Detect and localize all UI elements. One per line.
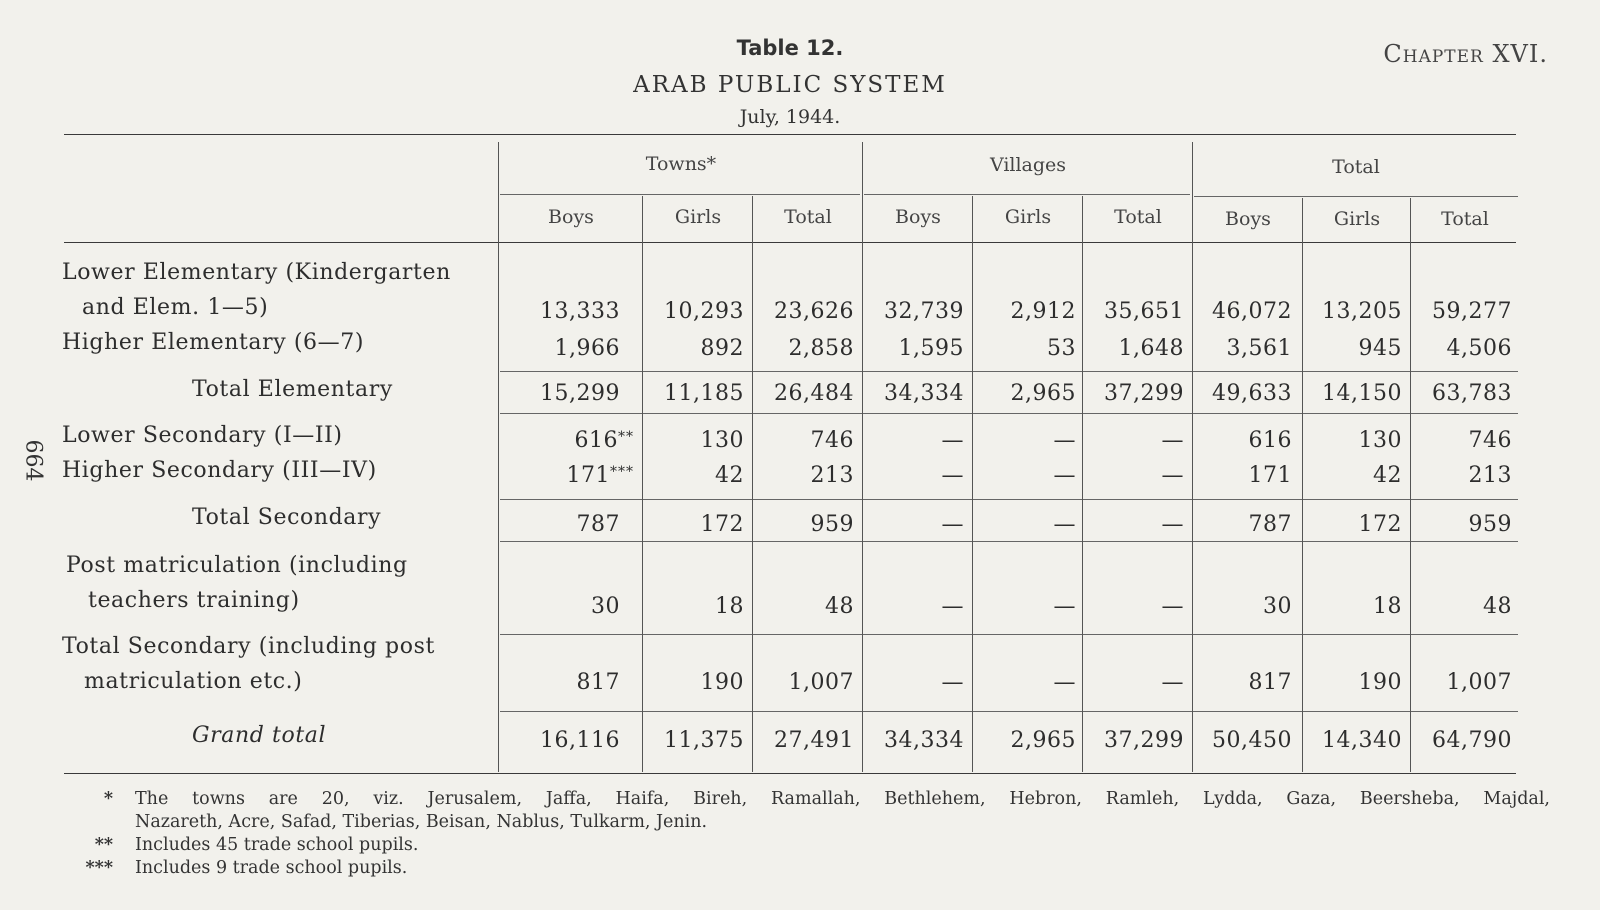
table-label: Table 12.: [736, 36, 844, 60]
footnote-mark: **: [94, 835, 113, 855]
column-header: Total: [784, 206, 832, 228]
table-cell: 746: [810, 428, 854, 453]
table-cell: 213: [810, 463, 854, 488]
chapter-prefix: Chapter: [1383, 40, 1484, 68]
footnote-text: Includes 45 trade school pupils.: [135, 835, 419, 855]
table-cell: 171: [1248, 463, 1292, 488]
row-label: Higher Secondary (III—IV): [62, 458, 377, 483]
table-cell: 2,912: [1010, 299, 1076, 324]
row-label: Grand total: [192, 723, 327, 748]
table-cell: 13,333: [540, 299, 620, 324]
footnote-text: Includes 9 trade school pupils.: [135, 858, 408, 878]
table-cell: 13,205: [1322, 299, 1402, 324]
rule-after-total-secondary-post: [500, 711, 1518, 712]
table-cell: —: [1161, 594, 1184, 619]
group-header-towns: Towns*: [645, 153, 717, 175]
group-underline-total: [1194, 196, 1518, 197]
column-header: Total: [1441, 208, 1489, 230]
table-cell: 63,783: [1432, 381, 1512, 406]
table-cell: —: [1161, 428, 1184, 453]
footnote-mark: *: [103, 789, 113, 809]
table-cell: 46,072: [1212, 299, 1292, 324]
group-underline-villages: [864, 194, 1190, 195]
table-cell: —: [941, 463, 964, 488]
table-cell: —: [1053, 594, 1076, 619]
footnote-text: Nazareth, Acre, Safad, Tiberias, Beisan, Nablus, Tulkarm, Jenin.: [135, 812, 708, 832]
table-cell: 50,450: [1212, 728, 1292, 753]
table-cell: 48: [825, 594, 854, 619]
rule-before-total-elementary: [500, 371, 1518, 372]
table-cell: 213: [1468, 463, 1512, 488]
table-cell: 34,334: [884, 728, 964, 753]
table-date: July, 1944.: [739, 106, 841, 128]
table-cell: 172: [1358, 512, 1402, 537]
row-label-line: Post matriculation (including: [66, 553, 408, 578]
table-cell: 959: [1468, 512, 1512, 537]
row-label: [62, 255, 451, 325]
footnotes: [70, 788, 1550, 880]
divider-col: [1302, 198, 1303, 772]
column-header: Girls: [1333, 208, 1381, 230]
table-cell: 190: [1358, 670, 1402, 695]
rule-after-total-secondary: [500, 541, 1518, 542]
table-title: ARAB PUBLIC SYSTEM: [633, 72, 947, 98]
table-cell: 35,651: [1104, 299, 1184, 324]
divider-col: [752, 196, 753, 772]
table-cell: 1,966: [554, 336, 620, 361]
chapter-number: XVI.: [1492, 40, 1548, 68]
divider-col: [1410, 198, 1411, 772]
row-label: [66, 548, 408, 618]
table-cell: 1,648: [1118, 336, 1184, 361]
divider-villages-total: [1192, 142, 1193, 772]
footnote: [70, 834, 1550, 857]
footnote-reference: ***: [610, 464, 634, 480]
table-cell: 817: [576, 670, 620, 695]
table-cell: 48: [1483, 594, 1512, 619]
top-rule: [64, 134, 1516, 135]
group-header-villages: Villages: [989, 154, 1067, 176]
column-header: Boys: [548, 206, 594, 228]
table-cell: —: [1161, 512, 1184, 537]
footnote: [70, 788, 1550, 811]
divider-col: [1082, 196, 1083, 772]
row-label: Higher Elementary (6—7): [62, 330, 365, 355]
table-cell: [575, 428, 635, 453]
table-cell: 59,277: [1432, 299, 1512, 324]
rule-after-total-elementary: [500, 413, 1518, 414]
footnote-reference: **: [618, 429, 634, 445]
table-cell: 1,007: [1446, 670, 1512, 695]
row-label-line: Lower Elementary (Kindergarten: [62, 260, 451, 285]
table-cell: —: [1053, 463, 1076, 488]
table-cell: 53: [1047, 336, 1076, 361]
table-cell: 32,739: [884, 299, 964, 324]
table-cell: 1,595: [898, 336, 964, 361]
table-cell: 11,375: [664, 728, 744, 753]
divider-col: [972, 196, 973, 772]
table-cell: —: [941, 512, 964, 537]
table-cell: 37,299: [1104, 381, 1184, 406]
column-header: Boys: [895, 206, 941, 228]
row-label: [62, 629, 435, 699]
table-cell: 14,150: [1322, 381, 1402, 406]
table-cell: 16,116: [540, 728, 620, 753]
table-cell: —: [941, 428, 964, 453]
column-header: Boys: [1225, 208, 1271, 230]
table-cell: 64,790: [1432, 728, 1512, 753]
cell-value: 171: [566, 463, 610, 488]
table-cell: 172: [700, 512, 744, 537]
table-cell: 11,185: [664, 381, 744, 406]
column-header: Girls: [674, 206, 722, 228]
table-cell: 26,484: [774, 381, 854, 406]
row-label: Lower Secondary (I—II): [62, 423, 343, 448]
row-label-line: teachers training): [88, 588, 300, 613]
page-number: 664: [20, 439, 46, 482]
table-cell: 2,965: [1010, 381, 1076, 406]
header-rule: [64, 242, 1516, 243]
rule-before-total-secondary: [500, 499, 1518, 500]
divider-stub: [498, 142, 499, 772]
chapter-heading: [1383, 40, 1548, 68]
table-cell: 42: [715, 463, 744, 488]
table-cell: 49,633: [1212, 381, 1292, 406]
table-cell: —: [941, 670, 964, 695]
table-cell: 34,334: [884, 381, 964, 406]
table-cell: 3,561: [1226, 336, 1292, 361]
table-cell: 2,858: [788, 336, 854, 361]
table-cell: 18: [715, 594, 744, 619]
footnote-text: The towns are 20, viz. Jerusalem, Jaffa, Haifa, Bireh, Ramallah, Bethlehem, Hebron, Ramleh, Lydda, Gaza, Beersheba, Majdal,: [135, 789, 1550, 809]
row-label-line: matriculation etc.): [84, 669, 303, 694]
table-cell: 130: [700, 428, 744, 453]
table-cell: 37,299: [1104, 728, 1184, 753]
group-underline-towns: [500, 194, 860, 195]
table-cell: 787: [576, 512, 620, 537]
cell-value: 616: [574, 428, 618, 453]
table-cell: 27,491: [774, 728, 854, 753]
table-cell: 746: [1468, 428, 1512, 453]
table-cell: —: [1161, 670, 1184, 695]
table-cell: 15,299: [540, 381, 620, 406]
divider-towns-villages: [862, 142, 863, 772]
table-cell: 959: [810, 512, 854, 537]
footnote-mark: ***: [85, 858, 113, 878]
table-cell: 30: [1263, 594, 1292, 619]
table-cell: 2,965: [1010, 728, 1076, 753]
footnote: [70, 857, 1550, 880]
table-cell: 130: [1358, 428, 1402, 453]
table-cell: 14,340: [1322, 728, 1402, 753]
column-header: Girls: [1004, 206, 1052, 228]
row-label-line: Total Secondary (including post: [62, 634, 435, 659]
table-cell: —: [1161, 463, 1184, 488]
table-cell: —: [1053, 512, 1076, 537]
table-cell: —: [941, 594, 964, 619]
table-cell: —: [1053, 670, 1076, 695]
divider-col: [642, 196, 643, 772]
group-header-total: Total: [1332, 156, 1380, 178]
table-cell: 892: [700, 336, 744, 361]
row-label-line: and Elem. 1—5): [82, 295, 269, 320]
table-cell: 190: [700, 670, 744, 695]
table-cell: 30: [591, 594, 620, 619]
table-cell: 18: [1373, 594, 1402, 619]
row-label: Total Secondary: [192, 505, 382, 530]
table-cell: 23,626: [774, 299, 854, 324]
rule-after-post-matriculation: [500, 634, 1518, 635]
table-cell: 4,506: [1446, 336, 1512, 361]
row-label: Total Elementary: [192, 377, 393, 402]
table-cell: —: [1053, 428, 1076, 453]
table-cell: 42: [1373, 463, 1402, 488]
table-cell: 787: [1248, 512, 1292, 537]
table-cell: 1,007: [788, 670, 854, 695]
bottom-rule: [64, 773, 1516, 774]
table-cell: [567, 463, 635, 488]
table-cell: 616: [1248, 428, 1292, 453]
table-cell: 817: [1248, 670, 1292, 695]
table-cell: 945: [1358, 336, 1402, 361]
column-header: Total: [1114, 206, 1162, 228]
table-cell: 10,293: [664, 299, 744, 324]
